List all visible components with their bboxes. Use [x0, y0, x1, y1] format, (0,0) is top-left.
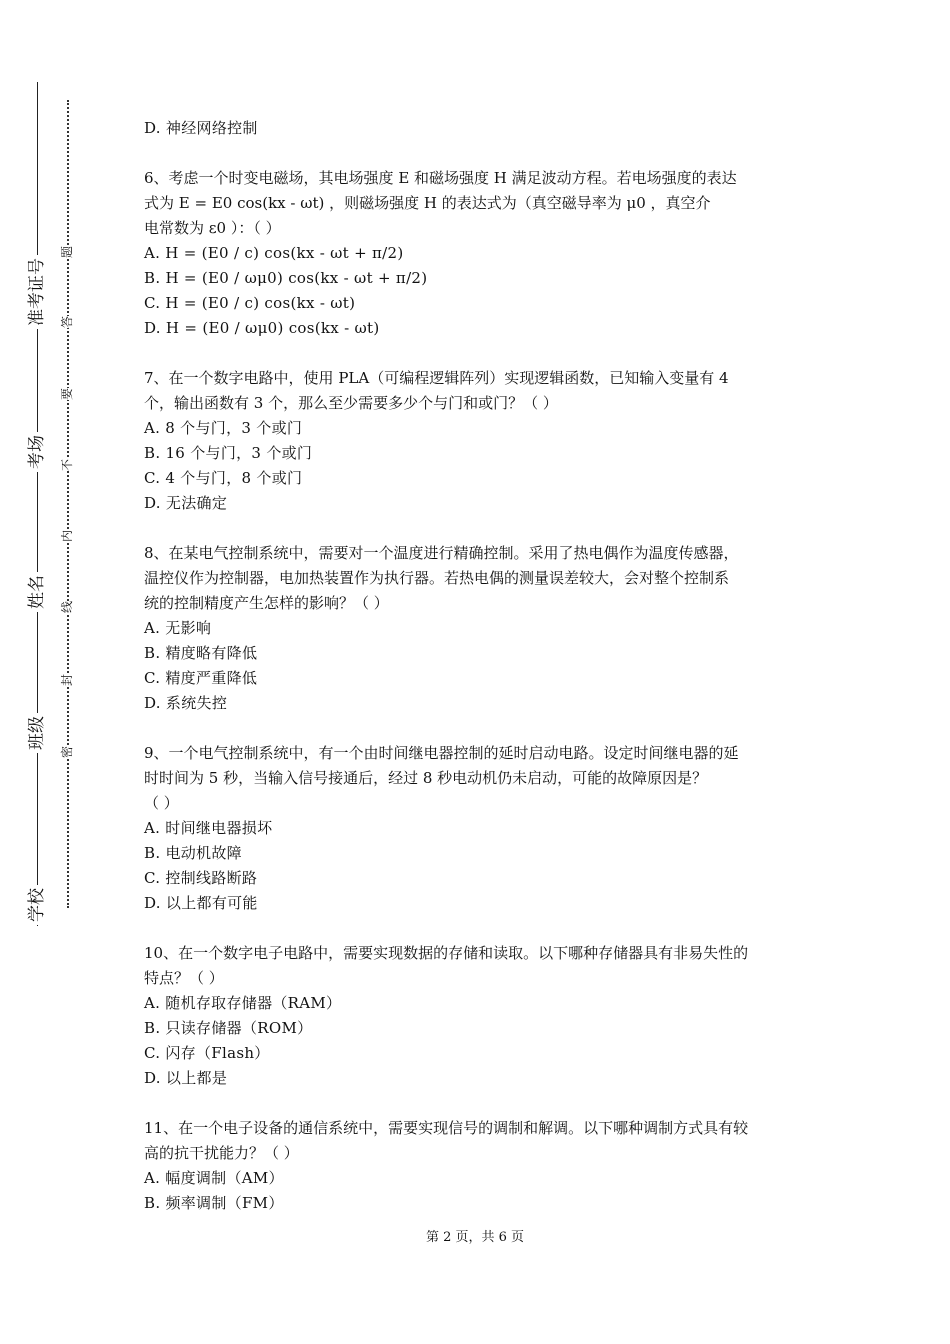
question-stem-line: 特点？（ ）: [144, 969, 224, 987]
question-stem-line: 7、在一个数字电路中，使用 PLA（可编程逻辑阵列）实现逻辑函数，已知输入变量有 4: [144, 369, 729, 387]
question-stem-line: （ ）: [144, 794, 179, 812]
page-number: 第 2 页，共 6 页: [425, 1230, 525, 1245]
option-d: D. H = (E0 / ωμ0) cos(kx - ωt): [144, 319, 380, 337]
seal-char: 题: [60, 245, 74, 259]
question-stem-line: 11、在一个电子设备的通信系统中，需要实现信号的调制和解调。以下哪种调制方式具有较: [144, 1119, 749, 1137]
question-stem-line: 8、在某电气控制系统中，需要对一个温度进行精确控制。采用了热电偶作为温度传感器，: [144, 544, 739, 562]
exam-number-label: 准考证号: [27, 255, 47, 329]
question-stem-line: 电常数为 ε0 ）：（ ）: [144, 219, 281, 237]
seal-char: 内: [60, 529, 74, 543]
option-b: B. 16 个与门，3 个或门: [144, 444, 313, 462]
seal-char: 答: [60, 315, 74, 329]
option-c: C. 4 个与门，8 个或门: [144, 469, 303, 487]
option-a: A. 幅度调制（AM）: [144, 1169, 284, 1187]
seal-char: 封: [60, 673, 74, 687]
seal-char: 密: [60, 745, 74, 759]
question-10: [144, 941, 812, 1091]
option-b: B. 电动机故障: [144, 844, 242, 862]
option-a: A. 时间继电器损坏: [144, 819, 273, 837]
binding-margin: [0, 0, 80, 1344]
option-d: D. 以上都是: [144, 1069, 228, 1087]
question-stem-line: 式为 E = E0 cos(kx - ωt) ，则磁场强度 H 的表达式为（真空磁导率为 μ0 ，真空介: [144, 194, 711, 212]
question-6: [144, 166, 812, 341]
exam-room-label: 考场: [27, 432, 47, 472]
question-stem-line: 10、在一个数字电子电路中，需要实现数据的存储和读取。以下哪种存储器具有非易失性的: [144, 944, 749, 962]
option-c: C. 精度严重降低: [144, 669, 258, 687]
question-11: [144, 1116, 812, 1216]
option-a: A. 无影响: [144, 619, 212, 637]
seal-char: 不: [60, 458, 74, 472]
question-stem-line: 高的抗干扰能力？（ ）: [144, 1144, 299, 1162]
option-c: C. 控制线路断路: [144, 869, 258, 887]
question-stem-line: 统的控制精度产生怎样的影响？（ ）: [144, 594, 389, 612]
option-b: B. 精度略有降低: [144, 644, 258, 662]
option-b: B. 频率调制（FM）: [144, 1194, 284, 1212]
question-8: [144, 541, 812, 716]
option-d: D. 以上都有可能: [144, 894, 258, 912]
option-a: A. H = (E0 / c) cos(kx - ωt + π/2): [144, 244, 404, 262]
option-c: C. H = (E0 / c) cos(kx - ωt): [144, 294, 356, 312]
option-a: A. 随机存取存储器（RAM）: [144, 994, 342, 1012]
option-c: C. 闪存（Flash）: [144, 1044, 270, 1062]
question-9: [144, 741, 812, 916]
option-b: B. H = (E0 / ωμ0) cos(kx - ωt + π/2): [144, 269, 428, 287]
seal-char: 要: [60, 387, 74, 401]
option-b: B. 只读存储器（ROM）: [144, 1019, 313, 1037]
question-stem-line: 温控仪作为控制器，电加热装置作为执行器。若热电偶的测量误差较大，会对整个控制系: [144, 569, 730, 587]
q5-option-d: D. 神经网络控制: [144, 119, 258, 137]
name-label: 姓名: [27, 572, 47, 612]
option-a: A. 8 个与门，3 个或门: [144, 419, 303, 437]
seal-char: 线: [60, 600, 74, 614]
question-stem-line: 6、考虑一个时变电磁场，其电场强度 E 和磁场强度 H 满足波动方程。若电场强度的表达: [144, 169, 737, 187]
question-stem-line: 9、一个电气控制系统中，有一个由时间继电器控制的延时启动电路。设定时间继电器的延: [144, 744, 739, 762]
question-stem-line: 个，输出函数有 3 个，那么至少需要多少个与门和或门？（ ）: [144, 394, 558, 412]
option-d: D. 系统失控: [144, 694, 228, 712]
class-label: 班级: [27, 713, 47, 753]
binding-solid-line: [37, 82, 38, 926]
option-d: D. 无法确定: [144, 494, 228, 512]
school-label: 学校: [27, 885, 47, 925]
question-stem-line: 时时间为 5 秒，当输入信号接通后，经过 8 秒电动机仍未启动，可能的故障原因是？: [144, 769, 708, 787]
question-content: [144, 116, 812, 1216]
question-7: [144, 366, 812, 516]
seal-dotted-line: [67, 100, 69, 908]
